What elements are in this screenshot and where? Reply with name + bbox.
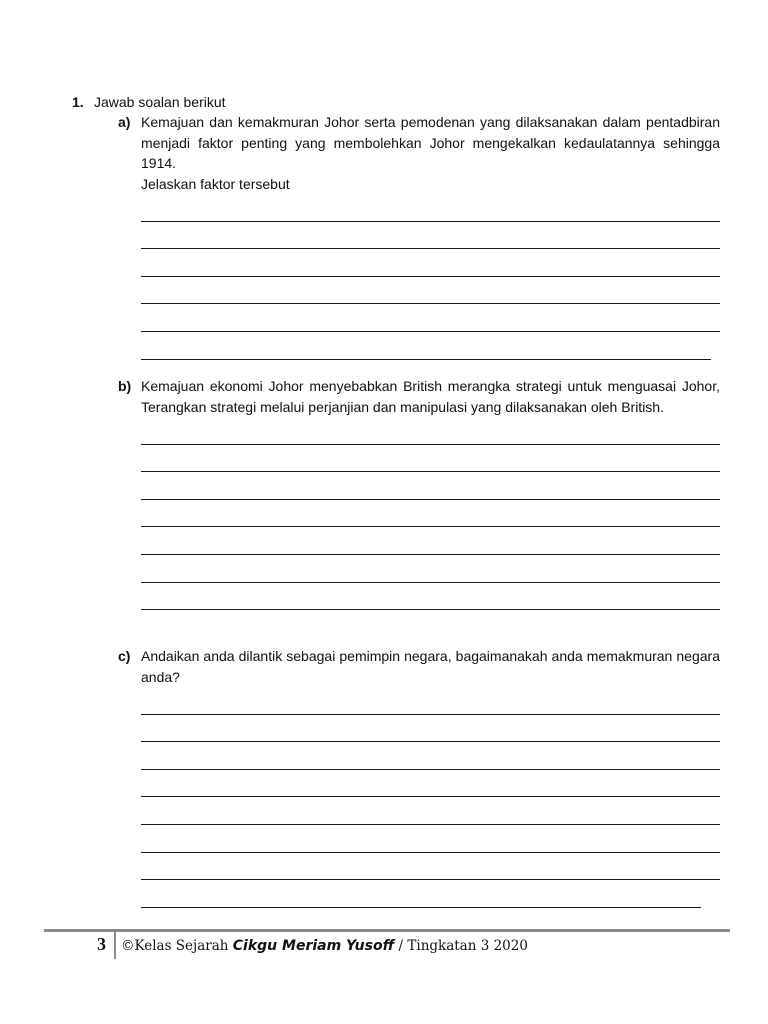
answer-line[interactable] bbox=[141, 527, 720, 555]
question-heading bbox=[72, 92, 226, 112]
part-text-line: Andaikan anda dilantik sebagai pemimpin negara, bagaimanakah anda memakmuran negara anda? bbox=[141, 648, 720, 685]
answer-line[interactable] bbox=[141, 853, 720, 881]
answer-line[interactable] bbox=[141, 742, 720, 770]
part-text-line: Kemajuan dan kemakmuran Johor serta pemodenan yang dilaksanakan dalam pentadbiran menjadi faktor penting yang membolehkan Johor mengekalkan kedaulatannya sehingga 1914. bbox=[141, 114, 720, 171]
part-letter: c) bbox=[118, 648, 131, 664]
question-part-b bbox=[118, 376, 720, 610]
answer-lines bbox=[141, 194, 720, 360]
answer-line[interactable] bbox=[141, 687, 720, 715]
footer-credit bbox=[121, 938, 528, 954]
answer-line[interactable] bbox=[141, 417, 720, 445]
answer-lines bbox=[141, 417, 720, 610]
question-part-a bbox=[118, 112, 720, 360]
question-part-c bbox=[118, 646, 720, 908]
part-letter: b) bbox=[118, 378, 132, 394]
answer-line[interactable] bbox=[141, 194, 720, 222]
answer-line[interactable] bbox=[141, 472, 720, 500]
answer-line[interactable] bbox=[141, 797, 720, 825]
answer-lines bbox=[141, 687, 720, 908]
answer-line[interactable] bbox=[141, 332, 711, 360]
footer-teacher-name: Cikgu Meriam Yusoff bbox=[232, 938, 395, 954]
answer-line[interactable] bbox=[141, 277, 720, 305]
answer-line[interactable] bbox=[141, 249, 720, 277]
footer-copyright: ©Kelas Sejarah bbox=[121, 938, 229, 954]
part-letter: a) bbox=[118, 114, 131, 130]
answer-line[interactable] bbox=[141, 222, 720, 250]
answer-line[interactable] bbox=[141, 555, 720, 583]
answer-line[interactable] bbox=[141, 770, 720, 798]
part-question-text bbox=[141, 112, 720, 194]
question-instruction: Jawab soalan berikut bbox=[94, 94, 226, 110]
answer-line[interactable] bbox=[141, 500, 720, 528]
answer-line[interactable] bbox=[141, 880, 701, 908]
part-question-text bbox=[141, 376, 720, 417]
page-number: 3 bbox=[97, 934, 106, 954]
question-number: 1. bbox=[72, 94, 84, 110]
answer-line[interactable] bbox=[141, 445, 720, 473]
part-text-line: Jelaskan faktor tersebut bbox=[141, 175, 290, 192]
answer-line[interactable] bbox=[141, 825, 720, 853]
footer-divider bbox=[44, 929, 730, 932]
answer-line[interactable] bbox=[141, 715, 720, 743]
answer-line[interactable] bbox=[141, 583, 720, 611]
part-text-line: Kemajuan ekonomi Johor menyebabkan British merangka strategi untuk menguasai Johor, Terangkan strategi melalui perjanjian dan manipulasi yang dilaksanakan oleh British. bbox=[141, 378, 720, 415]
footer-separator bbox=[114, 932, 116, 959]
footer-suffix: / Tingkatan 3 2020 bbox=[398, 938, 528, 954]
answer-line[interactable] bbox=[141, 304, 720, 332]
part-question-text bbox=[141, 646, 720, 687]
